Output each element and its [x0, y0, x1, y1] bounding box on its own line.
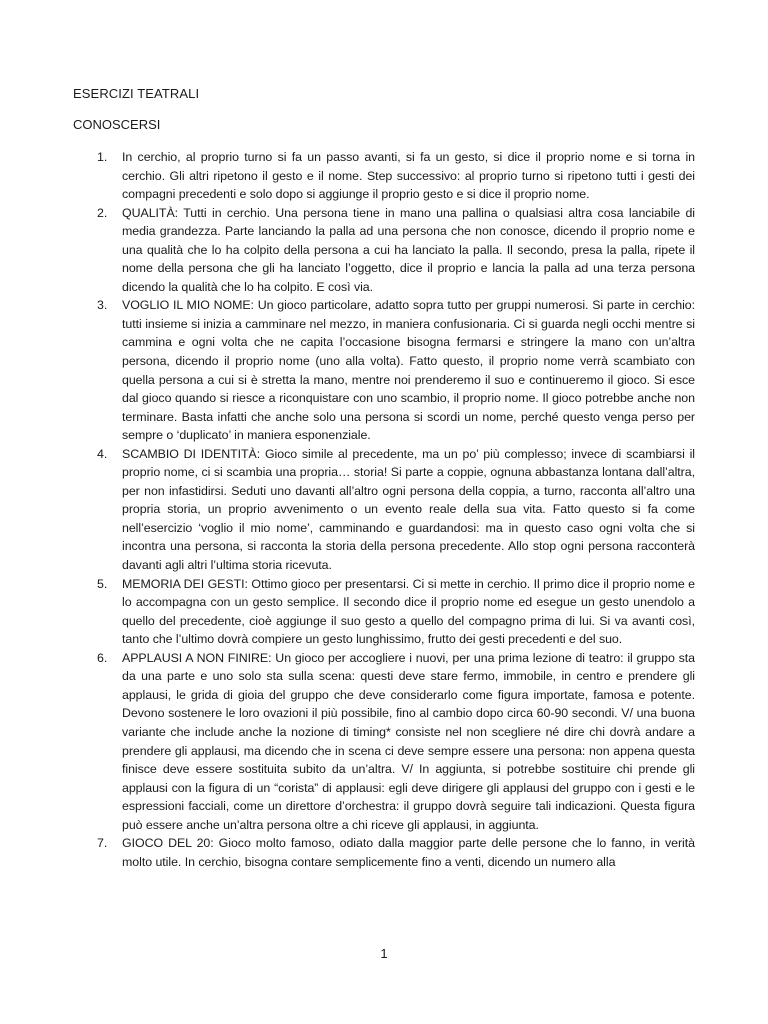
list-item-number: 2. [97, 205, 108, 220]
list-item [73, 834, 695, 871]
list-item-text: MEMORIA DEI GESTI: Ottimo gioco per presentarsi. Ci si mette in cerchio. Il primo dice il proprio nome e lo accompagna con un gesto semplice. Il secondo dice il proprio nome ed esegue un gesto unendolo a quello del precedente, cioè aggiunge il suo gesto a quello del compagno prima di lui. Si va avanti così, tanto che l’ultimo dovrà compiere un gesto lunghissimo, frutto dei gesti precedenti e del suo. [122, 576, 695, 647]
list-item-number: 5. [97, 576, 108, 591]
list-item [73, 649, 695, 834]
list-item-text: GIOCO DEL 20: Gioco molto famoso, odiato dalla maggior parte delle persone che lo fanno, in verità molto utile. In cerchio, bisogna contare semplicemente fino a venti, dicendo un numero alla [122, 836, 695, 869]
list-item [73, 204, 695, 297]
list-item-text: QUALITÀ: Tutti in cerchio. Una persona tiene in mano una pallina o qualsiasi altra cosa lanciabile di media grandezza. Parte lanciando la palla ad una persona che non conosce, dicendo il proprio nome e una qualità che lo ha colpito della persona a cui ha lanciato la palla. Il secondo, presa la palla, ripete il nome della persona che gli ha lanciato l’oggetto, dice il proprio e lancia la palla ad una terza persona dicendo la qualità che lo ha colpito. E così via. [122, 205, 695, 294]
list-item-number: 1. [97, 150, 108, 164]
list-item [73, 148, 695, 204]
section-heading: CONOSCERSI [73, 117, 161, 132]
list-item [73, 296, 695, 444]
exercise-list [73, 148, 695, 871]
list-item-number: 3. [97, 298, 108, 313]
page-number: 1 [380, 946, 388, 961]
list-item-number: 6. [97, 650, 108, 665]
list-item [73, 575, 695, 649]
document-title: ESERCIZI TEATRALI [73, 86, 200, 101]
list-item-text: In cerchio, al proprio turno si fa un passo avanti, si fa un gesto, si dice il proprio nome e si torna in cerchio. Gli altri ripetono il gesto e il nome. Step successivo: al proprio turno si ripetono tutti i gesti dei compagni precedenti e solo dopo si aggiunge il proprio gesto e si dice il proprio nome. [122, 150, 695, 202]
list-item-text: APPLAUSI A NON FINIRE: Un gioco per accogliere i nuovi, per una prima lezione di teatro: il gruppo sta da una parte e uno solo sta sulla scena: questi deve stare fermo, immobile, in centro e prendere gli applausi, le grida di gioia del gruppo che deve considerarlo come figura importate, famosa e potente. Devono sostenere le loro ovazioni il più possibile, fino al cambio dopo circa 60-90 secondi. V/ una buona variante che include anche la nozione di timing* consiste nel non scegliere né dire chi dovrà andare a prendere gli applausi, ma dicendo che in scena ci deve sempre essere una persona: non appena questa finisce deve essere sostituita subito da un’altra. V/ In aggiunta, si potrebbe sostituire chi prende gli applausi con la figura di un “corista” di applausi: egli deve dirigere gli applausi del gruppo con i gesti e le espressioni facciali, come un direttore d’orchestra: il gruppo dovrà seguire tali indicazioni. Questa figura può essere anche un’altra persona oltre a chi riceve gli applausi, in aggiunta. [122, 650, 695, 832]
list-item-text: VOGLIO IL MIO NOME: Un gioco particolare, adatto sopra tutto per gruppi numerosi. Si parte in cerchio: tutti insieme si inizia a camminare nel mezzo, in maniera confusionaria. Ci si guarda negli occhi mentre si cammina e ogni volta che ne capita l’occasione bisogna fermarsi e stringere la mano con un’altra persona, dicendo il proprio nome (uno alla volta). Fatto questo, il proprio nome verrà scambiato con quella persona a cui si è stretta la mano, mentre noi prenderemo il suo e continueremo il gioco. Si esce dal gioco quando si riesce a riconquistare con uno scambio, il proprio nome. Il gioco potrebbe anche non terminare. Basta infatti che anche solo una persona si scordi un nome, perché questo venga perso per sempre o ‘duplicato’ in maniera esponenziale. [122, 298, 695, 443]
list-item-text: SCAMBIO DI IDENTITÀ: Gioco simile al precedente, ma un po’ più complesso; invece di scambiarsi il proprio nome, ci si scambia una propria… storia! Si parte a coppie, ognuna abbastanza lontana dall’altra, per non infastidirsi. Seduti uno davanti all’altro ogni persona della coppia, a turno, racconta all’altro una propria storia, un proprio avvenimento o un evento reale della sua vita. Fatto questo si fa come nell’esercizio ‘voglio il mio nome’, camminando e guardandosi: ma in questo caso ogni volta che si incontra una persona, si racconta la storia della persona precedente. Allo stop ogni persona racconterà davanti agli altri l’ultima storia ricevuta. [122, 446, 695, 573]
list-item-number: 4. [97, 446, 108, 461]
list-item-number: 7. [97, 836, 108, 851]
list-item [73, 445, 695, 575]
